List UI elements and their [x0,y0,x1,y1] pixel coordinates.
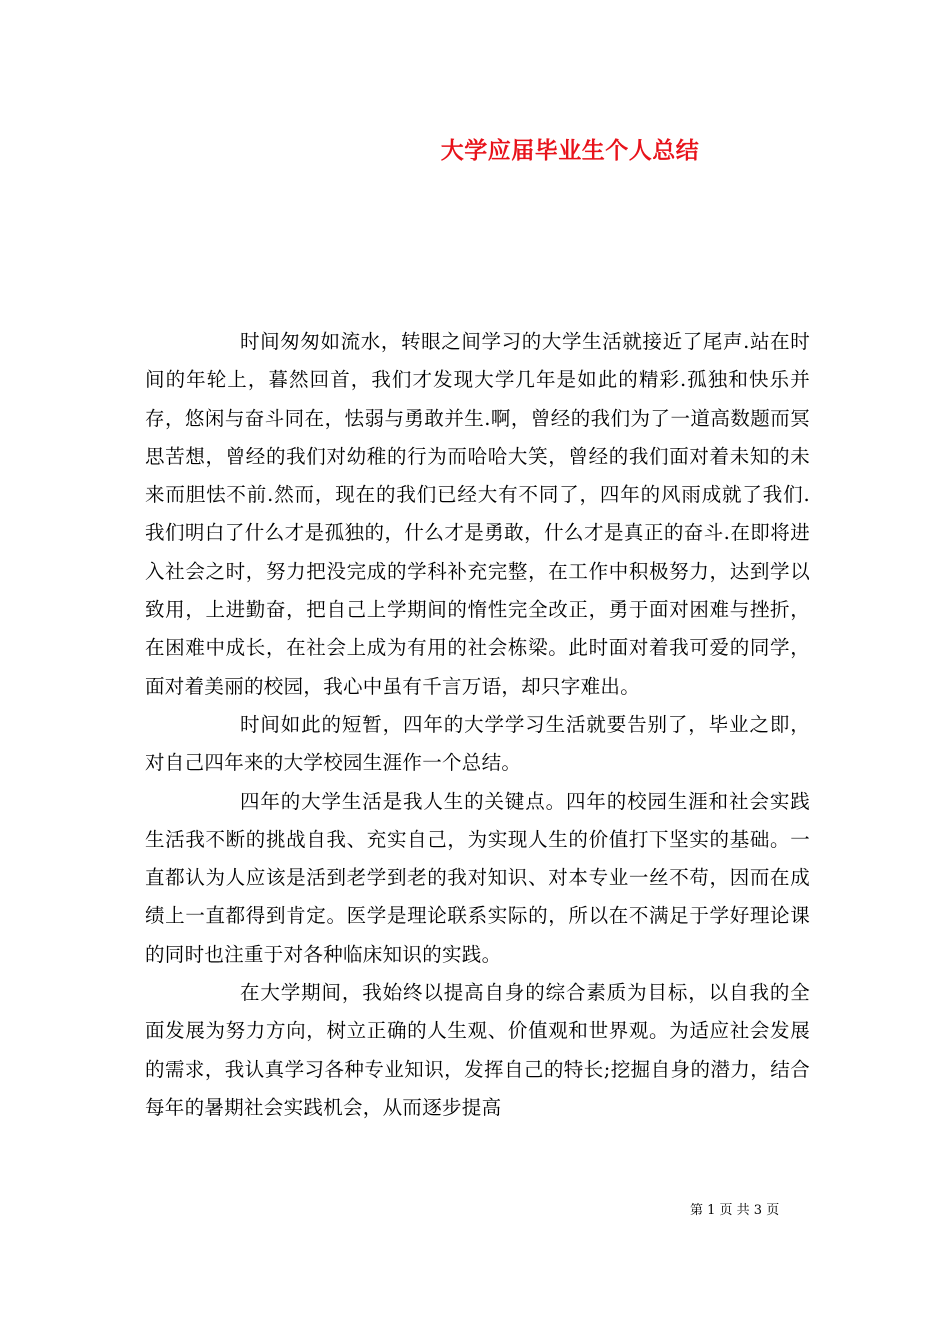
paragraph-1: 时间匆匆如流水，转眼之间学习的大学生活就接近了尾声.站在时间的年轮上，暮然回首，我们才发现大学几年是如此的精彩.孤独和快乐并存，悠闲与奋斗同在，怯弱与勇敢并生.啊，曾经的我们为了一道高数题而冥思苦想，曾经的我们对幼稚的行为而哈哈大笑，曾经的我们面对着未知的未来而胆怯不前.然而，现在的我们已经大有不同了，四年的风雨成就了我们.我们明白了什么才是孤独的，什么才是勇敢，什么才是真正的奋斗.在即将进入社会之时，努力把没完成的学科补充完整，在工作中积极努力，达到学以致用，上进勤奋，把自己上学期间的惰性完全改正，勇于面对困难与挫折，在困难中成长，在社会上成为有用的社会栋梁。此时面对着我可爱的同学，面对着美丽的校园，我心中虽有千言万语，却只字难出。 [145,330,810,698]
paragraph-3: 四年的大学生活是我人生的关键点。四年的校园生涯和社会实践生活我不断的挑战自我、充实自己，为实现人生的价值打下坚实的基础。一直都认为人应该是活到老学到老的我对知识、对本专业一丝不苟，因而在成绩上一直都得到肯定。医学是理论联系实际的，所以在不满足于学好理论课的同时也注重于对各种临床知识的实践。 [145,789,810,966]
paragraph-2: 时间如此的短暂，四年的大学学习生活就要告别了，毕业之即，对自己四年来的大学校园生涯作一个总结。 [145,712,810,775]
page-number: 第 1 页 共 3 页 [690,1203,780,1218]
document-title: 大学应届毕业生个人总结 [440,137,700,164]
document-body [145,323,810,1127]
paragraph-4: 在大学期间，我始终以提高自身的综合素质为目标，以自我的全面发展为努力方向，树立正确的人生观、价值观和世界观。为适应社会发展的需求，我认真学习各种专业知识，发挥自己的特长;挖掘自身的潜力，结合每年的暑期社会实践机会，从而逐步提高 [145,981,810,1119]
